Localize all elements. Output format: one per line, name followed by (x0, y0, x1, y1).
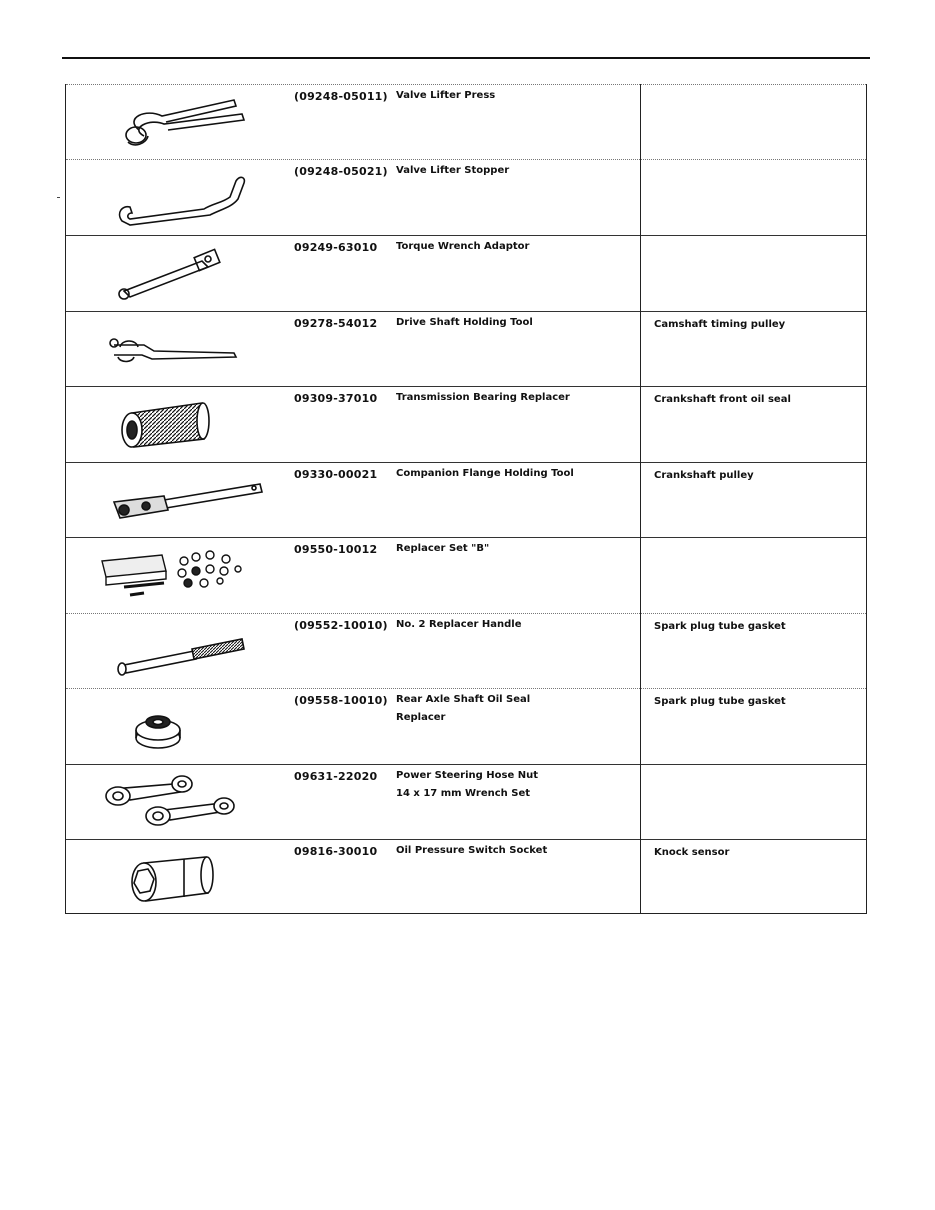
table-row (66, 764, 866, 839)
tool-name-line1: Power Steering Hose Nut (396, 770, 539, 781)
valve-lifter-stopper-icon (84, 163, 284, 233)
part-number: 09249-63010 (294, 241, 378, 254)
table-row (66, 537, 866, 613)
part-number: (09248-05021) (294, 165, 388, 178)
tool-name: Torque Wrench Adaptor (396, 241, 530, 252)
part-number: 09278-54012 (294, 317, 378, 330)
oil-seal-replacer-icon (84, 694, 284, 764)
drive-shaft-holding-tool-icon (84, 313, 284, 383)
row-separator (66, 462, 866, 463)
table-row (66, 235, 866, 311)
wrench-set-icon (84, 768, 284, 838)
tool-name: No. 2 Replacer Handle (396, 619, 522, 630)
row-separator (66, 311, 866, 312)
page-top-rule (62, 57, 870, 59)
column-divider (640, 311, 641, 386)
column-divider (640, 537, 641, 613)
row-separator (66, 235, 866, 236)
tool-name-line1: Rear Axle Shaft Oil Seal (396, 694, 531, 705)
tool-name: Valve Lifter Press (396, 90, 496, 101)
tool-name (396, 767, 636, 803)
part-number: 09309-37010 (294, 392, 378, 405)
row-separator (66, 688, 866, 689)
tool-use: Spark plug tube gasket (654, 696, 786, 707)
tool-name: Companion Flange Holding Tool (396, 468, 574, 479)
tool-name-line2: 14 x 17 mm Wrench Set (396, 788, 531, 799)
replacer-handle-icon (84, 617, 284, 687)
row-separator (66, 537, 866, 538)
transmission-bearing-replacer-icon (84, 389, 284, 459)
tool-name: Oil Pressure Switch Socket (396, 845, 548, 856)
row-separator (66, 159, 866, 160)
tool-name: Replacer Set "B" (396, 543, 490, 554)
torque-wrench-adaptor-icon (84, 239, 284, 309)
column-divider (640, 613, 641, 688)
column-divider (640, 688, 641, 764)
table-row (66, 839, 866, 914)
companion-flange-holding-tool-icon (84, 464, 284, 534)
part-number: (09248-05011) (294, 90, 388, 103)
table-row (66, 613, 866, 688)
table-row (66, 386, 866, 462)
column-divider (640, 764, 641, 839)
table-row (66, 311, 866, 386)
valve-lifter-press-icon (84, 88, 284, 158)
replacer-set-b-icon (84, 541, 284, 611)
sst-table (65, 84, 867, 914)
tool-name: Drive Shaft Holding Tool (396, 317, 533, 328)
column-divider (640, 462, 641, 537)
part-number: (09552-10010) (294, 619, 388, 632)
row-separator (66, 386, 866, 387)
column-divider (640, 839, 641, 914)
tool-name: Valve Lifter Stopper (396, 165, 510, 176)
tool-name-line2: Replacer (396, 712, 446, 723)
tool-use: Spark plug tube gasket (654, 621, 786, 632)
part-number: 09631-22020 (294, 770, 378, 783)
table-row (66, 84, 866, 159)
column-divider (640, 235, 641, 311)
part-number: 09550-10012 (294, 543, 378, 556)
column-divider (640, 386, 641, 462)
part-number: 09816-30010 (294, 845, 378, 858)
tool-use: Knock sensor (654, 847, 730, 858)
table-row (66, 462, 866, 537)
tool-name: Transmission Bearing Replacer (396, 392, 570, 403)
column-divider (640, 84, 641, 159)
part-number: (09558-10010) (294, 694, 388, 707)
socket-icon (84, 841, 284, 911)
row-separator (66, 839, 866, 840)
table-row (66, 688, 866, 764)
table-row (66, 159, 866, 235)
tool-use: Crankshaft front oil seal (654, 394, 791, 405)
row-separator (66, 764, 866, 765)
tool-use: Crankshaft pulley (654, 470, 754, 481)
scan-mark (57, 197, 60, 198)
tool-name (396, 691, 636, 727)
tool-use: Camshaft timing pulley (654, 319, 786, 330)
part-number: 09330-00021 (294, 468, 378, 481)
row-separator (66, 613, 866, 614)
column-divider (640, 159, 641, 235)
